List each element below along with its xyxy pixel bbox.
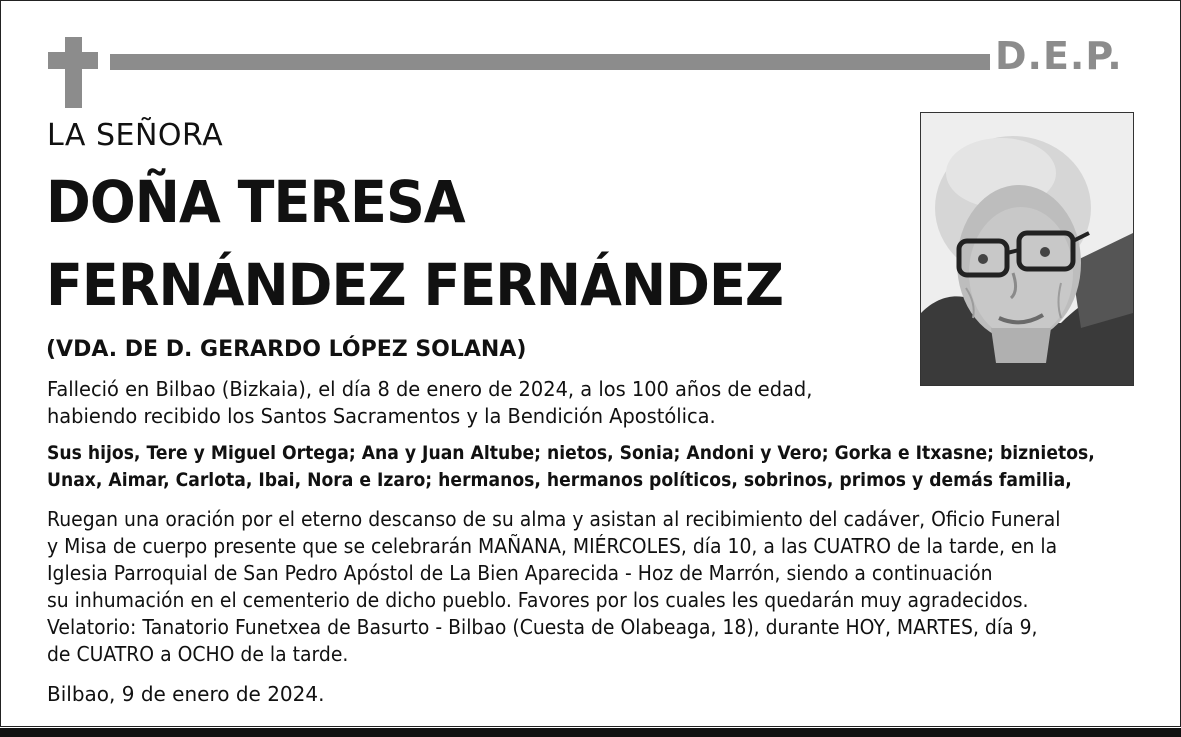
portrait-photo <box>920 112 1134 386</box>
service-line: Iglesia Parroquial de San Pedro Apóstol de La Bien Aparecida - Hoz de Marrón, siendo a continuación <box>47 561 993 585</box>
widow-of: (VDA. DE D. GERARDO LÓPEZ SOLANA) <box>46 337 527 362</box>
deceased-name-line-2: FERNÁNDEZ FERNÁNDEZ <box>46 251 784 319</box>
death-notice-line: habiendo recibido los Santos Sacramentos y la Bendición Apostólica. <box>47 404 716 428</box>
service-line: Velatorio: Tanatorio Funetxea de Basurto - Bilbao (Cuesta de Olabeaga, 18), durante HOY, MARTES, día 9, <box>47 615 1038 639</box>
service-line: y Misa de cuerpo presente que se celebrarán MAÑANA, MIÉRCOLES, día 10, a las CUATRO de la tarde, en la <box>47 534 1058 558</box>
family-line: Sus hijos, Tere y Miguel Ortega; Ana y Juan Altube; nietos, Sonia; Andoni y Vero; Gorka e Itxasne; biznietos, <box>47 442 1095 464</box>
deceased-name-line-1: DOÑA TERESA <box>46 168 465 236</box>
death-notice <box>47 376 812 430</box>
bottom-rule <box>0 728 1181 737</box>
service-line: Ruegan una oración por el eterno descanso de su alma y asistan al recibimiento del cadáver, Oficio Funeral <box>47 507 1061 531</box>
service-details <box>47 506 1060 668</box>
service-line: de CUATRO a OCHO de la tarde. <box>47 642 349 666</box>
date-place: Bilbao, 9 de enero de 2024. <box>47 682 325 706</box>
service-line: su inhumación en el cementerio de dicho pueblo. Favores por los cuales les quedarán muy agradecidos. <box>47 588 1029 612</box>
header-rule <box>110 54 990 70</box>
family-line: Unax, Aimar, Carlota, Ibai, Nora e Izaro; hermanos, hermanos políticos, sobrinos, primos y demás familia, <box>47 469 1072 491</box>
death-notice-line: Falleció en Bilbao (Bizkaia), el día 8 de enero de 2024, a los 100 años de edad, <box>47 377 813 401</box>
salutation: LA SEÑORA <box>47 118 224 153</box>
dep-label: D.E.P. <box>995 34 1123 78</box>
family-list <box>47 440 1095 494</box>
